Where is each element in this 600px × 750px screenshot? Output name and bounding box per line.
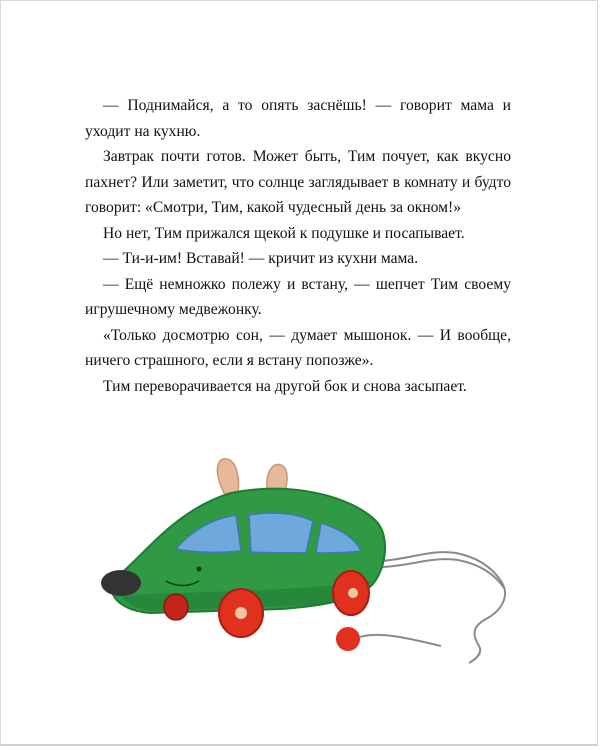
paragraph-5: — Ещё немножко полежу и встану, — шепчет Тим своему игрушечному медвежонку. bbox=[85, 275, 511, 318]
paragraph-7: Тим переворачивается на другой бок и снова засыпает. bbox=[103, 377, 467, 395]
back-left-wheel bbox=[164, 594, 188, 620]
story-text bbox=[85, 93, 511, 399]
mouse-nose bbox=[101, 570, 141, 596]
paragraph-6: «Только досмотрю сон, — думает мышонок. — И вообще, ничего страшного, если я встану попозже». bbox=[85, 326, 511, 369]
middle-window bbox=[249, 513, 313, 553]
paragraph-2: Завтрак почти готов. Может быть, Тим почует, как вкусно пахнет? Или заметит, что солнце заглядывает в комнату и будто говорит: «Смотри, Тим, какой чудесный день за окном!» bbox=[85, 148, 511, 216]
mouse-eye bbox=[197, 567, 202, 572]
paragraph-1: — Поднимайся, а то опять заснёшь! — говорит мама и уходит на кухню. bbox=[85, 97, 511, 140]
toy-mouse-car-illustration bbox=[81, 441, 541, 671]
front-wheel bbox=[219, 589, 263, 637]
string-tail bbox=[360, 635, 441, 646]
paragraph-3: Но нет, Тим прижался щекой к подушке и посапывает. bbox=[103, 224, 465, 242]
paragraph-4: — Ти-и-им! Вставай! — кричит из кухни мама. bbox=[103, 250, 419, 267]
string-ball bbox=[336, 627, 360, 651]
pull-string bbox=[381, 552, 505, 663]
rear-wheel bbox=[333, 571, 369, 615]
